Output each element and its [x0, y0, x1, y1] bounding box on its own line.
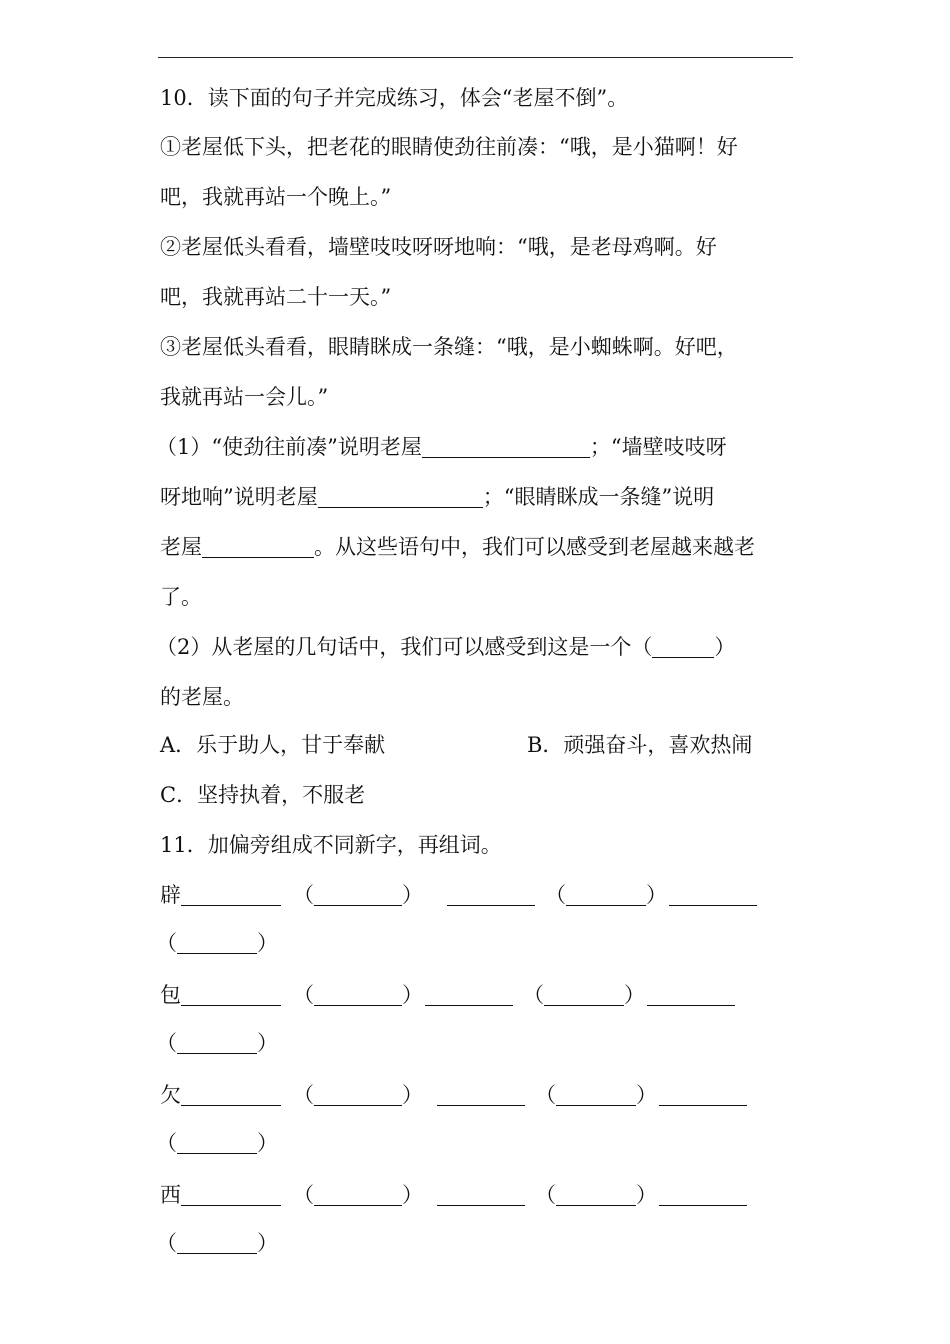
paren-close: ）: [257, 1231, 278, 1255]
answer-blank[interactable]: [437, 1183, 525, 1206]
answer-blank[interactable]: [566, 883, 646, 906]
answer-blank[interactable]: [314, 1183, 402, 1206]
answer-blank[interactable]: [314, 1083, 402, 1106]
paren-close: ）: [402, 1183, 423, 1207]
paren-open: （: [545, 883, 566, 907]
base-character: 西: [160, 1183, 181, 1207]
answer-blank[interactable]: [181, 1183, 281, 1206]
q11-row-2: [160, 980, 735, 1010]
q10-sentence-3-line-1: ③老屋低头看看，眼睛眯成一条缝：“哦，是小蜘蛛啊。好吧，: [160, 335, 738, 359]
base-character: 辟: [160, 883, 181, 907]
paren-close: ）: [257, 1031, 278, 1055]
answer-blank[interactable]: [425, 983, 513, 1006]
answer-blank[interactable]: [659, 1083, 747, 1106]
q10-part2-line-2: 的老屋。: [160, 685, 244, 709]
paren-open: （: [156, 1231, 177, 1255]
paren-open: （: [293, 983, 314, 1007]
answer-blank[interactable]: [318, 485, 483, 508]
answer-blank[interactable]: [177, 1031, 257, 1054]
option-b[interactable]: B．顽强奋斗，喜欢热闹: [527, 733, 753, 757]
answer-blank[interactable]: [556, 1183, 636, 1206]
answer-blank[interactable]: [422, 435, 590, 458]
q10-sentence-3-line-2: 我就再站一会儿。”: [160, 385, 329, 409]
q10-part1-text: 呀地响”说明老屋: [160, 485, 318, 509]
q10-part1-line-2: [160, 482, 714, 512]
answer-blank[interactable]: [659, 1183, 747, 1206]
q10-part2-text: （2）从老屋的几句话中，我们可以感受到这是一个（: [156, 635, 653, 659]
q10-part1-line-1: [156, 432, 727, 462]
q10-part2-line-1: [156, 632, 735, 662]
paren-close: ）: [257, 931, 278, 955]
answer-blank[interactable]: [181, 1083, 281, 1106]
q10-part1-text: ；“眼睛眯成一条缝”说明: [482, 485, 715, 509]
q10-sentence-1-line-2: 吧，我就再站一个晚上。”: [160, 185, 392, 209]
q10-part1-text: 。从这些语句中，我们可以感受到老屋越来越老: [314, 535, 755, 559]
answer-blank[interactable]: [177, 1131, 257, 1154]
base-character: 包: [160, 983, 181, 1007]
q11-row-1-wrap: [156, 928, 278, 958]
answer-blank[interactable]: [556, 1083, 636, 1106]
option-c[interactable]: C．坚持执着，不服老: [160, 783, 366, 807]
paren-close: ）: [402, 883, 423, 907]
paren-close: ）: [636, 1183, 657, 1207]
q10-title: 10．读下面的句子并完成练习，体会“老屋不倒”。: [160, 86, 629, 110]
paren-close: ）: [646, 883, 667, 907]
q11-row-1: [160, 880, 757, 910]
answer-blank[interactable]: [652, 635, 714, 658]
q10-part1-text: ；“墙壁吱吱呀: [589, 435, 727, 459]
q11-row-3-wrap: [156, 1128, 278, 1158]
answer-blank[interactable]: [447, 883, 535, 906]
q10-sentence-2-line-1: ②老屋低头看看，墙壁吱吱呀呀地响：“哦，是老母鸡啊。好: [160, 235, 717, 259]
answer-blank[interactable]: [202, 535, 314, 558]
paren-open: （: [535, 1183, 556, 1207]
answer-blank[interactable]: [314, 883, 402, 906]
answer-blank[interactable]: [314, 983, 402, 1006]
paren-open: （: [156, 931, 177, 955]
q11-row-3: [160, 1080, 747, 1110]
base-character: 欠: [160, 1083, 181, 1107]
paren-open: （: [156, 1131, 177, 1155]
q10-part1-line-3: [160, 532, 755, 562]
q10-part2-text: ）: [714, 635, 736, 659]
q11-row-4-wrap: [156, 1228, 278, 1258]
paren-close: ）: [624, 983, 645, 1007]
paren-open: （: [293, 883, 314, 907]
option-a[interactable]: A．乐于助人，甘于奉献: [160, 733, 386, 757]
q10-sentence-1-line-1: ①老屋低下头，把老花的眼睛使劲往前凑：“哦，是小猫啊！好: [160, 135, 738, 159]
answer-blank[interactable]: [177, 931, 257, 954]
paren-open: （: [535, 1083, 556, 1107]
answer-blank[interactable]: [669, 883, 757, 906]
q10-sentence-2-line-2: 吧，我就再站二十一天。”: [160, 285, 392, 309]
paren-open: （: [293, 1083, 314, 1107]
q10-part1-text: （1）“使劲往前凑”说明老屋: [156, 435, 422, 459]
paren-close: ）: [636, 1083, 657, 1107]
paren-open: （: [523, 983, 544, 1007]
paren-close: ）: [402, 1083, 423, 1107]
q11-title: 11．加偏旁组成不同新字，再组词。: [160, 833, 502, 857]
answer-blank[interactable]: [437, 1083, 525, 1106]
answer-blank[interactable]: [181, 983, 281, 1006]
answer-blank[interactable]: [177, 1231, 257, 1254]
answer-blank[interactable]: [647, 983, 735, 1006]
paren-close: ）: [257, 1131, 278, 1155]
q11-row-4: [160, 1180, 747, 1210]
paren-close: ）: [402, 983, 423, 1007]
paren-open: （: [156, 1031, 177, 1055]
answer-blank[interactable]: [181, 883, 281, 906]
q10-part1-line-4: 了。: [160, 585, 202, 609]
paren-open: （: [293, 1183, 314, 1207]
answer-blank[interactable]: [544, 983, 624, 1006]
q10-part1-text: 老屋: [160, 535, 202, 559]
header-rule: [158, 57, 793, 58]
q11-row-2-wrap: [156, 1028, 278, 1058]
